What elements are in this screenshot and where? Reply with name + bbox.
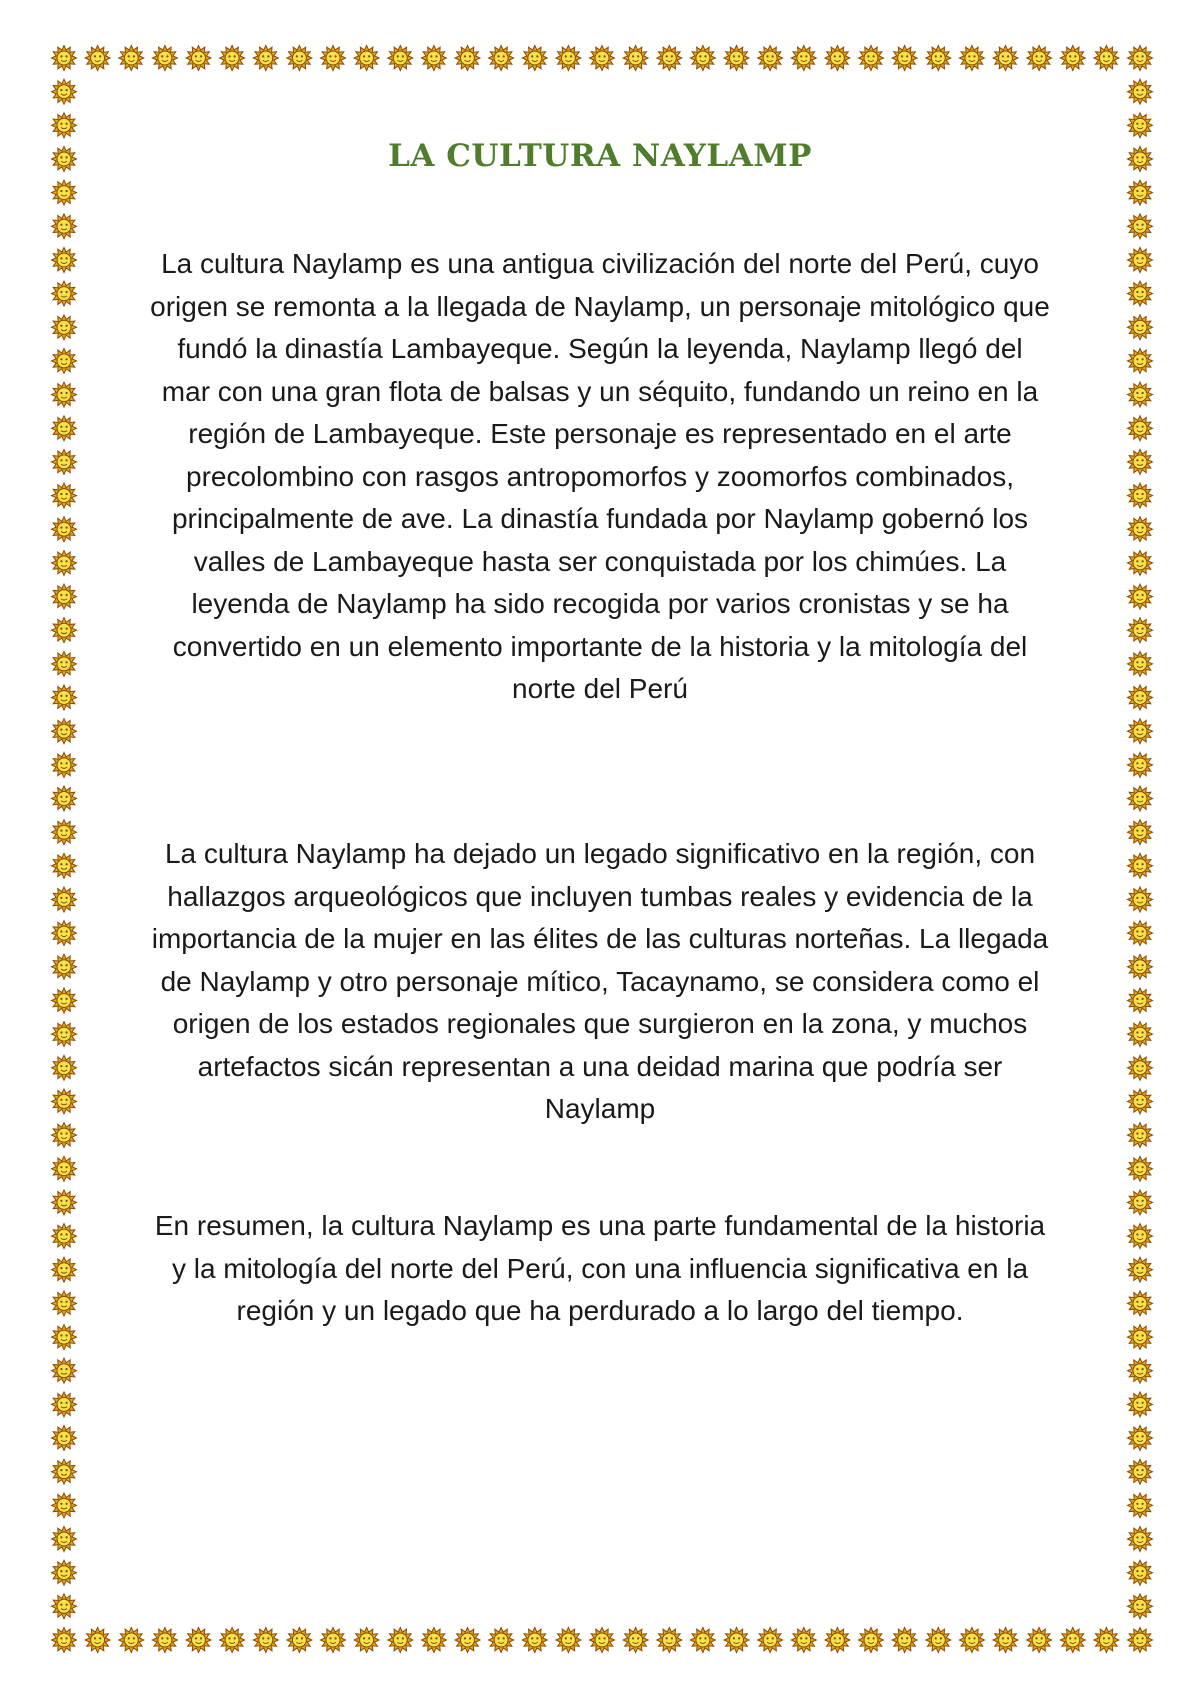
sun-icon xyxy=(52,79,77,104)
sun-icon xyxy=(421,46,446,71)
sun-icon xyxy=(1128,887,1153,912)
sun-icon xyxy=(1128,752,1153,777)
sun-icon xyxy=(1128,820,1153,845)
sun-icon xyxy=(590,46,615,71)
sun-icon xyxy=(993,1628,1018,1653)
sun-icon xyxy=(1128,248,1153,273)
paragraph-summary: En resumen, la cultura Naylamp es una parte fundamental de la historia y la mitología del norte del Perú, con una influencia significativa en la región y un legado que ha perdurado a lo largo del tiempo. xyxy=(154,1210,1046,1326)
sun-icon xyxy=(489,46,514,71)
sun-icon xyxy=(52,1358,77,1383)
sun-icon xyxy=(1128,584,1153,609)
sun-icon xyxy=(1094,46,1119,71)
sun-icon xyxy=(556,1628,581,1653)
sun-icon xyxy=(1128,1190,1153,1215)
sun-icon xyxy=(758,1628,783,1653)
sun-icon xyxy=(1128,1594,1153,1619)
sun-icon xyxy=(52,113,77,138)
sun-icon xyxy=(455,1628,480,1653)
sun-icon xyxy=(220,46,245,71)
sun-icon xyxy=(52,1426,77,1451)
sun-icon xyxy=(52,416,77,441)
sun-icon xyxy=(1027,1628,1052,1653)
sun-icon xyxy=(1128,550,1153,575)
paragraph-legacy: La cultura Naylamp ha dejado un legado significativo en la región, con hallazgos arqueológicos que incluyen tumbas reales y evidencia de la importancia de la mujer en las élites de las culturas norteñas. La llegada de Naylamp y otro personaje mítico, Tacaynamo, se considera como el origen de los estados regionales que surgieron en la zona, y muchos artefactos sicán representan a una deidad marina que podría ser Naylamp xyxy=(151,838,1049,1124)
sun-icon xyxy=(724,1628,749,1653)
sun-icon xyxy=(522,1628,547,1653)
sun-icon xyxy=(1128,1257,1153,1282)
sun-icon xyxy=(1128,1560,1153,1585)
sun-icon xyxy=(825,46,850,71)
sun-icon xyxy=(52,853,77,878)
sun-icon xyxy=(690,46,715,71)
sun-icon xyxy=(1128,719,1153,744)
sun-icon xyxy=(52,1089,77,1114)
sun-icon xyxy=(52,1257,77,1282)
sun-icon xyxy=(388,1628,413,1653)
sun-icon xyxy=(287,46,312,71)
sun-icon xyxy=(186,1628,211,1653)
sun-icon xyxy=(388,46,413,71)
sun-icon xyxy=(1128,1224,1153,1249)
sun-icon xyxy=(993,46,1018,71)
sun-icon xyxy=(85,46,110,71)
sun-icon xyxy=(455,46,480,71)
sun-icon xyxy=(657,1628,682,1653)
sun-icon xyxy=(52,1123,77,1148)
sun-icon xyxy=(52,315,77,340)
sun-icon xyxy=(52,719,77,744)
sun-icon xyxy=(52,1055,77,1080)
sun-icon xyxy=(253,1628,278,1653)
sun-icon xyxy=(119,46,144,71)
sun-icon xyxy=(52,214,77,239)
sun-icon xyxy=(1128,79,1153,104)
sun-icon xyxy=(1128,281,1153,306)
sun-icon xyxy=(791,46,816,71)
document-title: LA CULTURA NAYLAMP xyxy=(388,138,812,174)
sun-icon xyxy=(859,46,884,71)
sun-icon xyxy=(52,449,77,474)
sun-icon xyxy=(287,1628,312,1653)
sun-icon xyxy=(52,618,77,643)
sun-icon xyxy=(1128,786,1153,811)
sun-icon xyxy=(859,1628,884,1653)
sun-icon xyxy=(52,281,77,306)
sun-icon xyxy=(1128,1628,1153,1653)
sun-icon xyxy=(52,1156,77,1181)
sun-icon xyxy=(926,1628,951,1653)
sun-icon xyxy=(1128,1291,1153,1316)
sun-icon xyxy=(1060,1628,1085,1653)
sun-icon xyxy=(52,887,77,912)
sun-icon xyxy=(354,46,379,71)
sun-icon xyxy=(52,584,77,609)
sun-icon xyxy=(1128,1426,1153,1451)
sun-icon xyxy=(590,1628,615,1653)
sun-icon xyxy=(52,1594,77,1619)
sun-icon xyxy=(1128,1493,1153,1518)
sun-icon xyxy=(1128,954,1153,979)
sun-icon xyxy=(52,1022,77,1047)
sun-icon xyxy=(690,1628,715,1653)
sun-icon xyxy=(623,46,648,71)
sun-icon xyxy=(1128,1325,1153,1350)
sun-icon xyxy=(52,820,77,845)
sun-icon xyxy=(52,550,77,575)
sun-icon xyxy=(825,1628,850,1653)
sun-icon xyxy=(1128,46,1153,71)
sun-icon xyxy=(321,46,346,71)
sun-icon xyxy=(1128,921,1153,946)
sun-icon xyxy=(1094,1628,1119,1653)
sun-icon xyxy=(556,46,581,71)
sun-icon xyxy=(1128,1459,1153,1484)
sun-icon xyxy=(52,1527,77,1552)
sun-icon xyxy=(1128,853,1153,878)
sun-icon xyxy=(1128,1089,1153,1114)
sun-icon xyxy=(52,954,77,979)
sun-icon xyxy=(52,1493,77,1518)
sun-icon xyxy=(1128,651,1153,676)
sun-icon xyxy=(1128,214,1153,239)
sun-icon xyxy=(758,46,783,71)
sun-icon xyxy=(52,1291,77,1316)
sun-icon xyxy=(52,1560,77,1585)
sun-icon xyxy=(52,180,77,205)
sun-icon xyxy=(52,1325,77,1350)
sun-icon xyxy=(52,1224,77,1249)
sun-icon xyxy=(892,46,917,71)
sun-icon xyxy=(892,1628,917,1653)
sun-icon xyxy=(52,517,77,542)
sun-icon xyxy=(623,1628,648,1653)
sun-icon xyxy=(1128,348,1153,373)
sun-icon xyxy=(959,1628,984,1653)
sun-icon xyxy=(926,46,951,71)
sun-icon xyxy=(52,651,77,676)
sun-icon xyxy=(1128,1527,1153,1552)
sun-icon xyxy=(1128,1123,1153,1148)
sun-icon xyxy=(52,752,77,777)
sun-icon xyxy=(354,1628,379,1653)
sun-icon xyxy=(152,46,177,71)
sun-icon xyxy=(52,988,77,1013)
sun-icon xyxy=(52,248,77,273)
sun-icon xyxy=(1128,382,1153,407)
sun-icon xyxy=(52,921,77,946)
sun-icon xyxy=(724,46,749,71)
sun-icon xyxy=(489,1628,514,1653)
sun-icon xyxy=(253,46,278,71)
sun-icon xyxy=(52,786,77,811)
sun-icon xyxy=(52,382,77,407)
sun-icon xyxy=(1128,1392,1153,1417)
sun-icon xyxy=(791,1628,816,1653)
sun-icon xyxy=(1128,416,1153,441)
sun-icon xyxy=(1128,180,1153,205)
sun-icon xyxy=(1128,483,1153,508)
sun-icon xyxy=(1128,449,1153,474)
sun-icon xyxy=(1128,113,1153,138)
sun-icon xyxy=(52,1628,77,1653)
sun-icon xyxy=(1128,685,1153,710)
sun-icon xyxy=(52,483,77,508)
sun-icon xyxy=(522,46,547,71)
sun-icon xyxy=(657,46,682,71)
sun-icon xyxy=(1128,517,1153,542)
sun-icon xyxy=(85,1628,110,1653)
sun-icon xyxy=(52,1190,77,1215)
sun-icon xyxy=(959,46,984,71)
sun-icon xyxy=(1027,46,1052,71)
sun-icon xyxy=(1128,1022,1153,1047)
sun-icon xyxy=(119,1628,144,1653)
sun-icon xyxy=(152,1628,177,1653)
sun-icon xyxy=(1128,1055,1153,1080)
sun-icon xyxy=(52,46,77,71)
paragraph-intro: La cultura Naylamp es una antigua civilización del norte del Perú, cuyo origen se remonta a la llegada de Naylamp, un personaje mitológico que fundó la dinastía Lambayeque. Según la leyenda, Naylamp llegó del mar con una gran flota de balsas y un séquito, fundando un reino en la región de Lambayeque. Este personaje es representado en el arte precolombino con rasgos antropomorfos y zoomorfos combinados, principalmente de ave. La dinastía fundada por Naylamp gobernó los valles de Lambayeque hasta ser conquistada por los chimúes. La leyenda de Naylamp ha sido recogida por varios cronistas y se ha convertido en un elemento importante de la historia y la mitología del norte del Perú xyxy=(150,248,1050,704)
sun-icon xyxy=(52,685,77,710)
sun-icon xyxy=(220,1628,245,1653)
sun-icon xyxy=(421,1628,446,1653)
sun-icon xyxy=(1128,1156,1153,1181)
sun-icon xyxy=(52,1459,77,1484)
sun-icon xyxy=(1128,988,1153,1013)
sun-icon xyxy=(321,1628,346,1653)
sun-icon xyxy=(1128,618,1153,643)
sun-icon xyxy=(52,1392,77,1417)
sun-icon xyxy=(1060,46,1085,71)
sun-icon xyxy=(1128,1358,1153,1383)
sun-icon xyxy=(186,46,211,71)
sun-icon xyxy=(1128,315,1153,340)
sun-icon xyxy=(52,348,77,373)
